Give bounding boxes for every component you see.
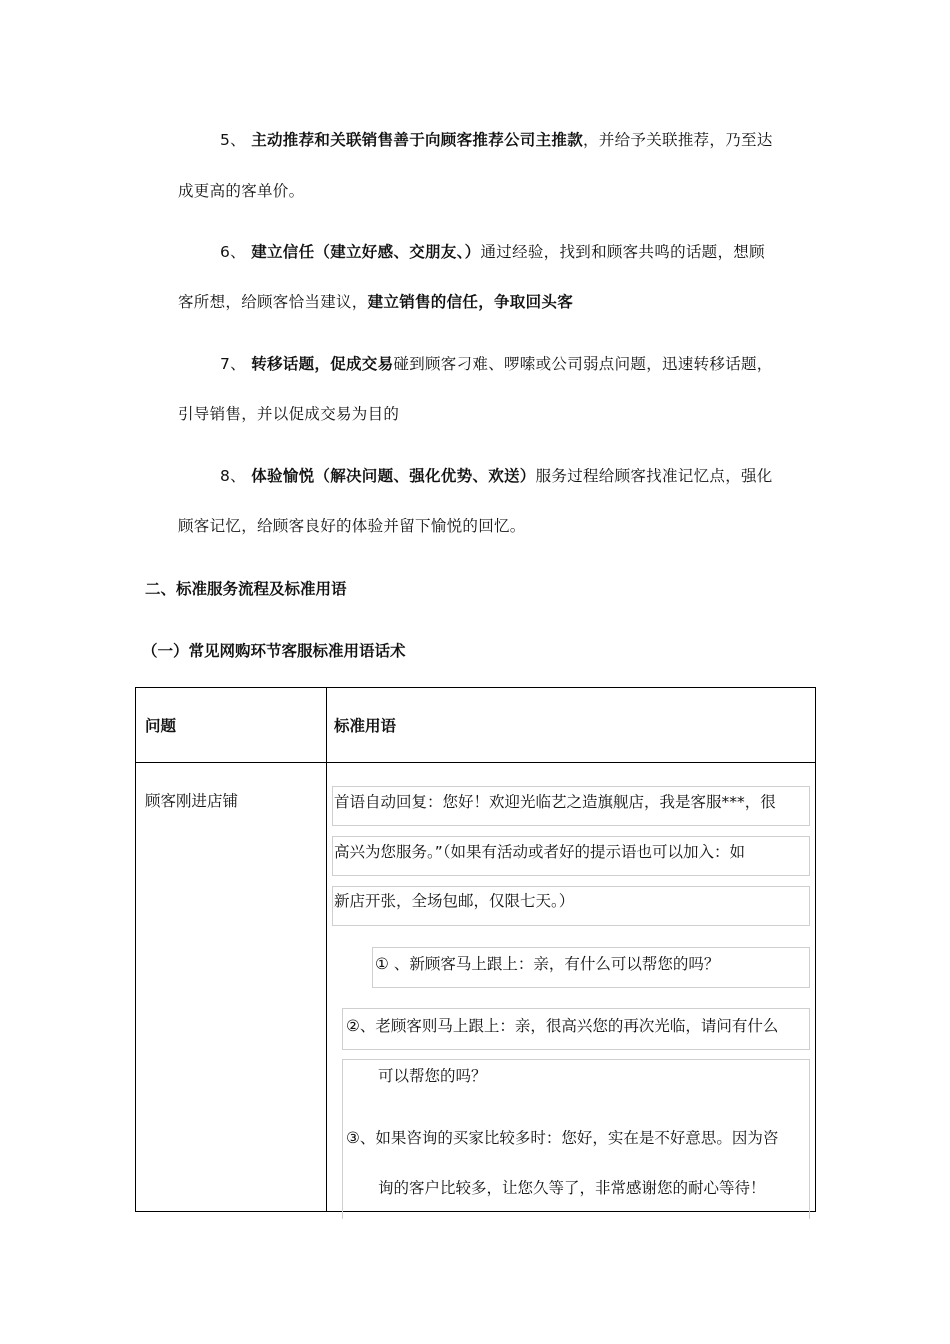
sub-heading: （一）常见网购环节客服标准用语话术: [142, 642, 406, 660]
table-header-standard-phrase: 标准用语: [334, 717, 397, 735]
busy-reply-line-2: 询的客户比较多，让您久等了，非常感谢您的耐心等待！: [378, 1179, 766, 1197]
item-7-number: 7、: [220, 355, 246, 373]
item-8-number: 8、: [220, 467, 246, 485]
section-heading: 二、标准服务流程及标准用语: [145, 580, 347, 598]
auto-reply-line-1: 首语自动回复：您好！欢迎光临艺之造旗舰店，我是客服***，很: [334, 793, 776, 811]
new-customer-reply: ① 、新顾客马上跟上：亲，有什么可以帮您的吗？: [375, 955, 720, 973]
auto-reply-line-2: 高兴为您服务。”（如果有活动或者好的提示语也可以加入：如: [334, 843, 746, 861]
table-header-divider: [135, 762, 816, 763]
item-5-text: ，并给予关联推荐，乃至达: [583, 131, 773, 149]
item-6-line-1: [220, 240, 765, 262]
item-6-line-2-bold: 建立销售的信任，争取回头客: [367, 293, 574, 311]
busy-reply-line-1: ③、如果咨询的买家比较多时：您好，实在是不好意思。因为咨: [346, 1129, 779, 1147]
item-6-bold: 建立信任（建立好感、交朋友、）: [251, 243, 481, 261]
item-7-bold: 转移话题，促成交易: [251, 355, 394, 373]
item-8-bold: 体验愉悦（解决问题、强化优势、欢送）: [251, 467, 536, 485]
item-8-line-2: 顾客记忆，给顾客良好的体验并留下愉悦的回忆。: [178, 517, 526, 535]
item-6-line-2-plain: 客所想，给顾客恰当建议，: [178, 293, 368, 311]
auto-reply-line-3: 新店开张，全场包邮，仅限七天。）: [334, 892, 575, 910]
item-6-line-2: [178, 290, 573, 312]
item-5-bold: 主动推荐和关联销售善于向顾客推荐公司主推款: [251, 131, 584, 149]
item-6-text: 通过经验，找到和顾客共鸣的话题，想顾: [480, 243, 765, 261]
item-8-line-1: [220, 464, 773, 486]
item-5-number: 5、: [220, 131, 246, 149]
item-8-text: 服务过程给顾客找准记忆点，强化: [535, 467, 773, 485]
table-column-divider: [326, 687, 327, 1212]
item-7-line-2: 引导销售，并以促成交易为目的: [178, 405, 400, 423]
item-7-line-1: [220, 352, 773, 374]
item-6-number: 6、: [220, 243, 246, 261]
returning-customer-reply-line-2: 可以帮您的吗？: [378, 1067, 487, 1085]
returning-customer-reply-line-1: ②、老顾客则马上跟上：亲，很高兴您的再次光临，请问有什么: [346, 1017, 779, 1035]
item-7-text: 碰到顾客刁难、啰嗦或公司弱点问题，迅速转移话题，: [393, 355, 773, 373]
table-header-question: 问题: [145, 717, 177, 735]
table-row-question: 顾客刚进店铺: [145, 792, 239, 810]
item-5-line-2: 成更高的客单价。: [178, 182, 305, 200]
item-5-line-1: [220, 128, 773, 150]
